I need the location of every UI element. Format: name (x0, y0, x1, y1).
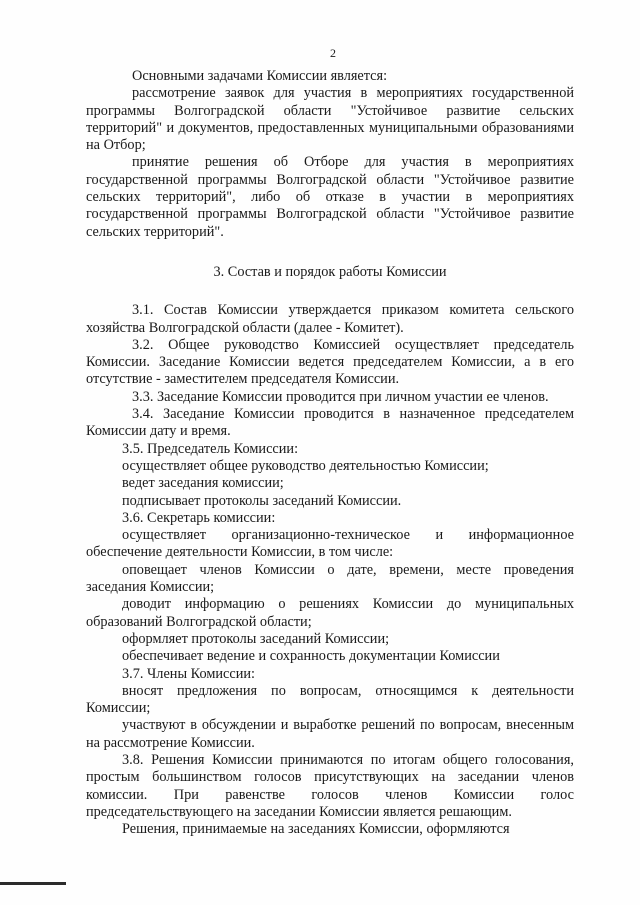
paragraph-secretary-duty-3: доводит информацию о решениях Комиссии до муниципальных образований Волгоградской области; (86, 596, 574, 630)
paragraph-chair-duty-2: ведет заседания комиссии; (122, 475, 284, 492)
paragraph-item-3-4: 3.4. Заседание Комиссии проводится в назначенное председателем Комиссии дату и время. (86, 406, 574, 440)
section-heading: 3. Состав и порядок работы Комиссии (213, 263, 447, 280)
document-body (86, 68, 574, 838)
paragraph-secretary-duty-1: осуществляет организационно-техническое и информационное обеспечение деятельности Комиссии, в том числе: (86, 527, 574, 561)
scan-edge-stripe (0, 882, 66, 885)
paragraph-decisions-formalized: Решения, принимаемые на заседаниях Комиссии, оформляются (122, 821, 510, 838)
paragraph-task-decision: принятие решения об Отборе для участия в мероприятиях государственной программы Волгоградской области "Устойчивое развитие сельских территорий", либо об отказе в участии в мероприятиях государственной программы Волгоградской области "Устойчивое развитие сельских территорий". (86, 154, 574, 240)
paragraph-member-duty-2: участвуют в обсуждении и выработке решений по вопросам, внесенным на рассмотрение Комиссии. (86, 717, 574, 751)
paragraph-secretary-duty-4: оформляет протоколы заседаний Комиссии; (122, 630, 390, 647)
paragraph-task-review-applications: рассмотрение заявок для участия в мероприятиях государственной программы Волгоградской области "Устойчивое развитие сельских территорий" и документов, предоставленных муниципальными образованиями на Отбор; (86, 85, 574, 154)
paragraph-item-3-6: 3.6. Секретарь комиссии: (122, 509, 276, 526)
paragraph-item-3-8: 3.8. Решения Комиссии принимаются по итогам общего голосования, простым большинством голосов присутствующих на заседании членов комиссии. При равенстве голосов членов Комиссии голос председательствующего на заседании Комиссии является решающим. (86, 751, 574, 820)
paragraph-chair-duty-1: осуществляет общее руководство деятельностью Комиссии; (122, 457, 489, 474)
page-number: 2 (330, 46, 336, 60)
paragraph-chair-duty-3: подписывает протоколы заседаний Комиссии. (122, 492, 402, 509)
paragraph-item-3-7: 3.7. Члены Комиссии: (122, 665, 255, 682)
paragraph-item-3-3: 3.3. Заседание Комиссии проводится при личном участии ее членов. (132, 388, 549, 405)
paragraph-secretary-duty-5: обеспечивает ведение и сохранность документации Комиссии (122, 648, 500, 665)
paragraph-secretary-duty-2: оповещает членов Комиссии о дате, времени, месте проведения заседания Комиссии; (86, 561, 574, 596)
paragraph-member-duty-1: вносят предложения по вопросам, относящимся к деятельности Комиссии; (86, 682, 574, 717)
paragraph-item-3-2: 3.2. Общее руководство Комиссией осуществляет председатель Комиссии. Заседание Комиссии ведется председателем Комиссии, а в его отсутствие - заместителем председателя Комиссии. (86, 336, 574, 388)
paragraph-tasks-intro: Основными задачами Комиссии является: (132, 68, 388, 84)
paragraph-item-3-5: 3.5. Председатель Комиссии: (122, 440, 299, 457)
paragraph-item-3-1: 3.1. Состав Комиссии утверждается приказом комитета сельского хозяйства Волгоградской области (далее - Комитет). (86, 302, 574, 336)
